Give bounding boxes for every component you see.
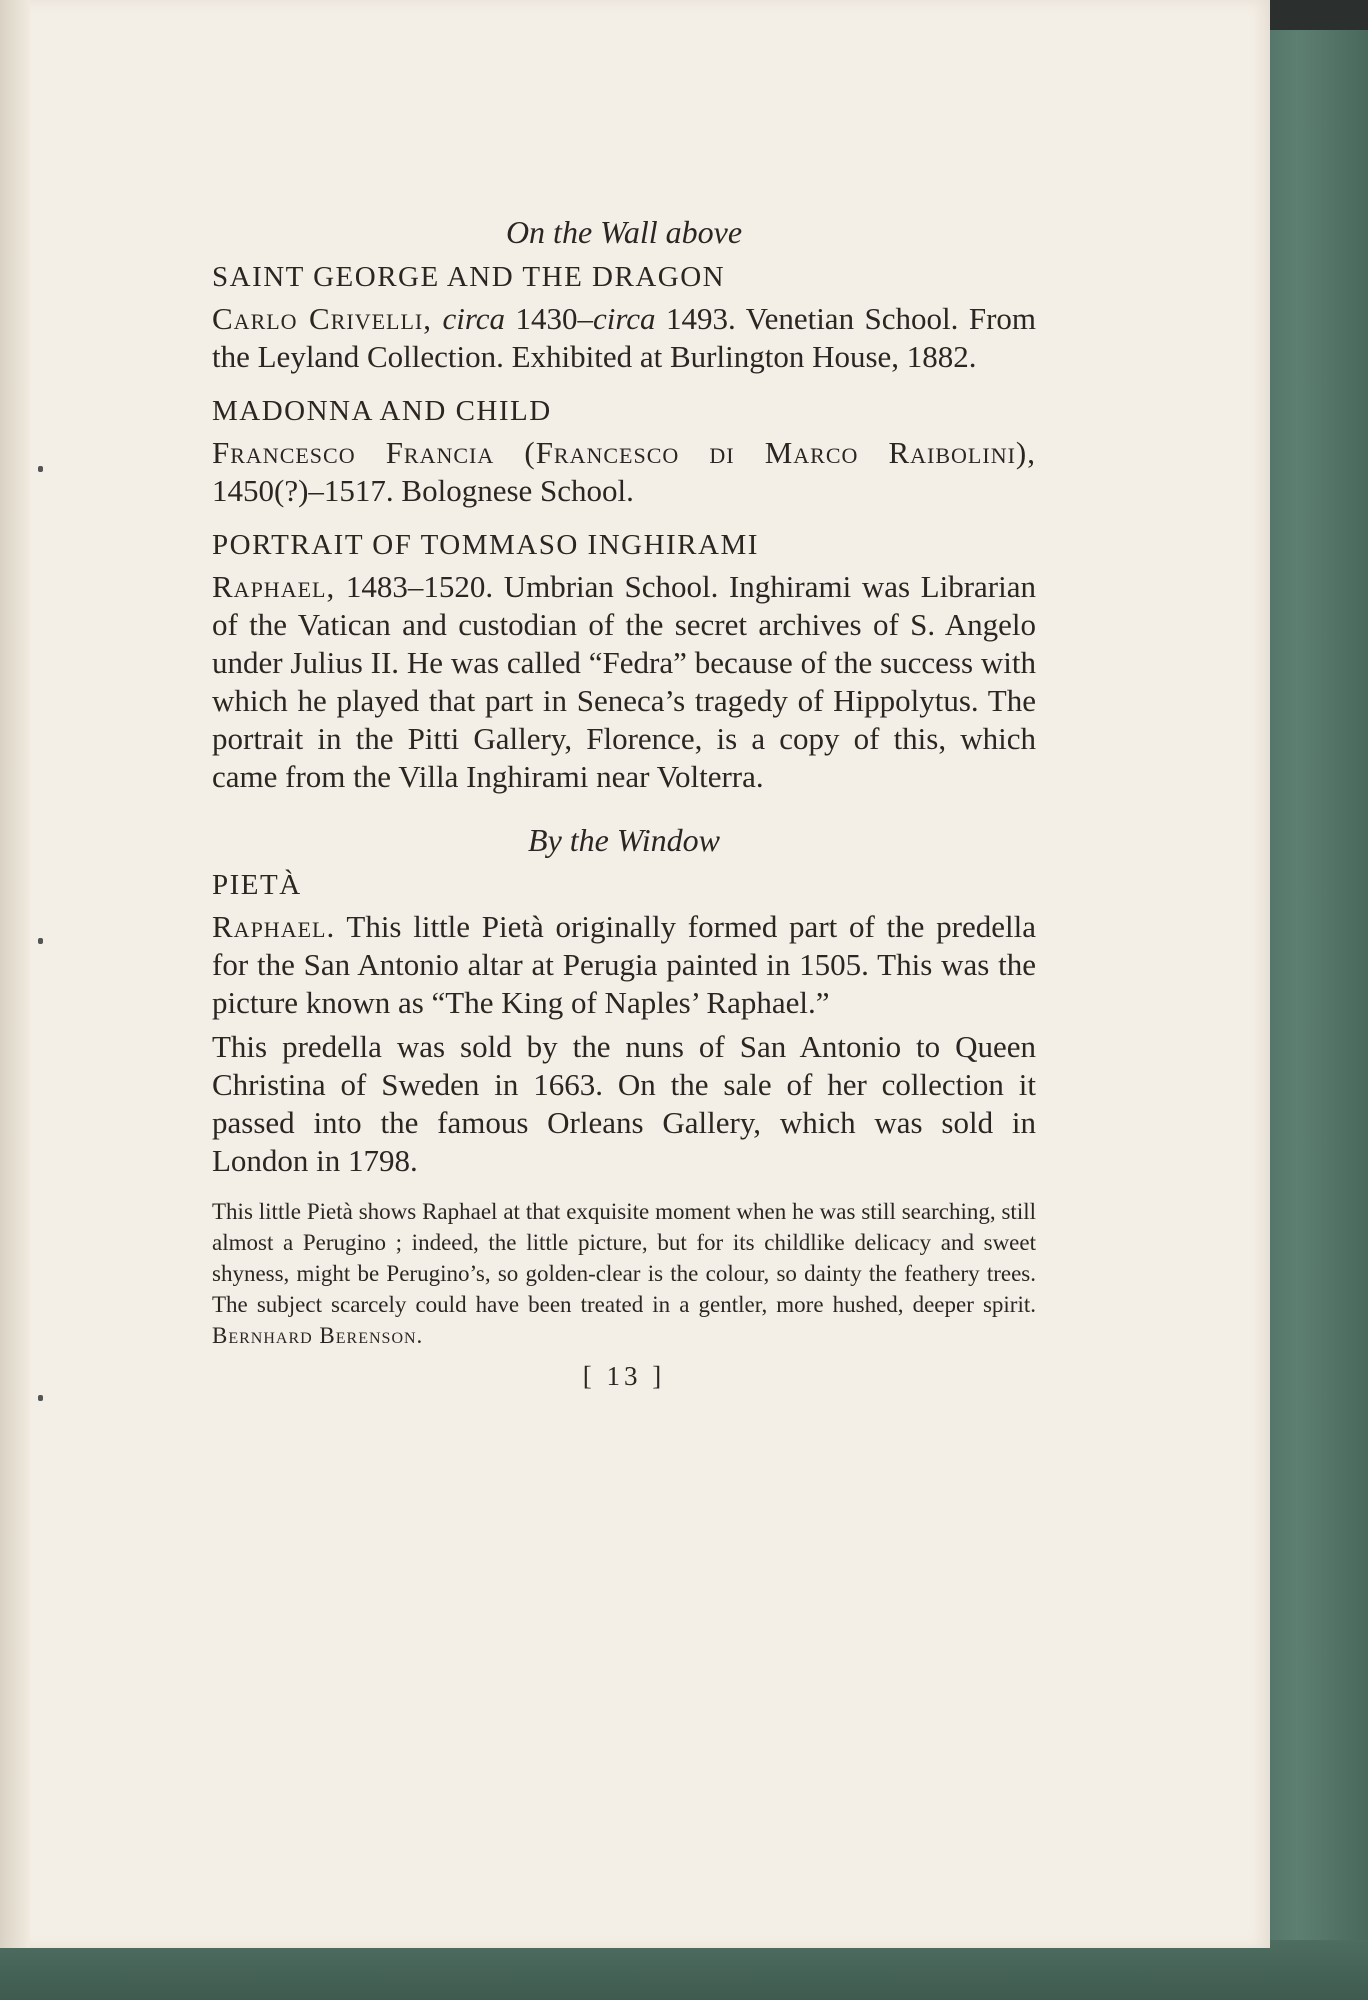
entry-text: 1493. Venetian School. From the Leyland Collection. Exhibited at Burlington House, 1882. [212,301,1037,374]
entry-title: SAINT GEORGE AND THE DRAGON [212,261,726,293]
margin-mark [38,466,43,472]
entry-artist: Raphael, [212,569,336,604]
book-cover-bottom [0,1940,1368,2000]
section-heading-window: By the Window [528,822,720,858]
quote-author: Bernhard Berenson. [212,1323,424,1348]
margin-mark [38,938,43,944]
entry-text: This little Pietà originally formed part of the predella for the San Antonio altar at Perugia painted in 1505. This was the picture known as “The King of Naples’ Raphael.” [212,909,1036,1020]
quote-text: This little Pietà shows Raphael at that exquisite moment when he was still searching, still almost a Perugino ; indeed, the little picture, but for its childlike delicacy and sweet shyness, might be Perugino’s, so golden-clear is the colour, so dainty the feathery trees. The subject scarcely could have been treated in a gentler, more hushed, deeper spirit. [212,1199,1036,1317]
entry-body [212,568,1036,796]
entry-text: 1450(?)–1517. Bolognese School. [212,473,634,508]
entry-body [212,434,1036,510]
entry-title: MADONNA AND CHILD [212,395,552,427]
entry-body [212,908,1036,1022]
entry-circa: circa [442,301,505,336]
entry-artist: Carlo Crivelli, [212,301,432,336]
entry-artist: Francesco Francia (Francesco di Marco Raibolini), [212,435,1036,470]
margin-mark [38,1395,43,1401]
entry-dates: 1430– [505,301,593,336]
entry-circa: circa [592,301,656,336]
critic-quote [212,1196,1036,1351]
entry-title: PIETÀ [212,869,302,901]
page-number: [ 13 ] [582,1361,666,1391]
page-content [212,212,1036,1419]
entry-text: 1483–1520. Umbrian School. Inghirami was Librarian of the Vatican and custodian of the secret archives of S. Angelo under Julius II. He was called “Fedra” because of the success with which he played that part in Seneca’s tragedy of Hippolytus. The portrait in the Pitti Gallery, Florence, is a copy of this, which came from the Villa Inghirami near Volterra. [212,569,1036,794]
section-heading-wall: On the Wall above [505,214,743,250]
entry-title: PORTRAIT OF TOMMASO INGHIRAMI [212,529,759,561]
entry-artist: Raphael. [212,909,336,944]
entry-body [212,300,1036,376]
entry-body-continued: This predella was sold by the nuns of San Antonio to Queen Christina of Sweden in 1663. On the sale of her collection it passed into the famous Orleans Gallery, which was sold in London in 1798. [212,1029,1036,1178]
